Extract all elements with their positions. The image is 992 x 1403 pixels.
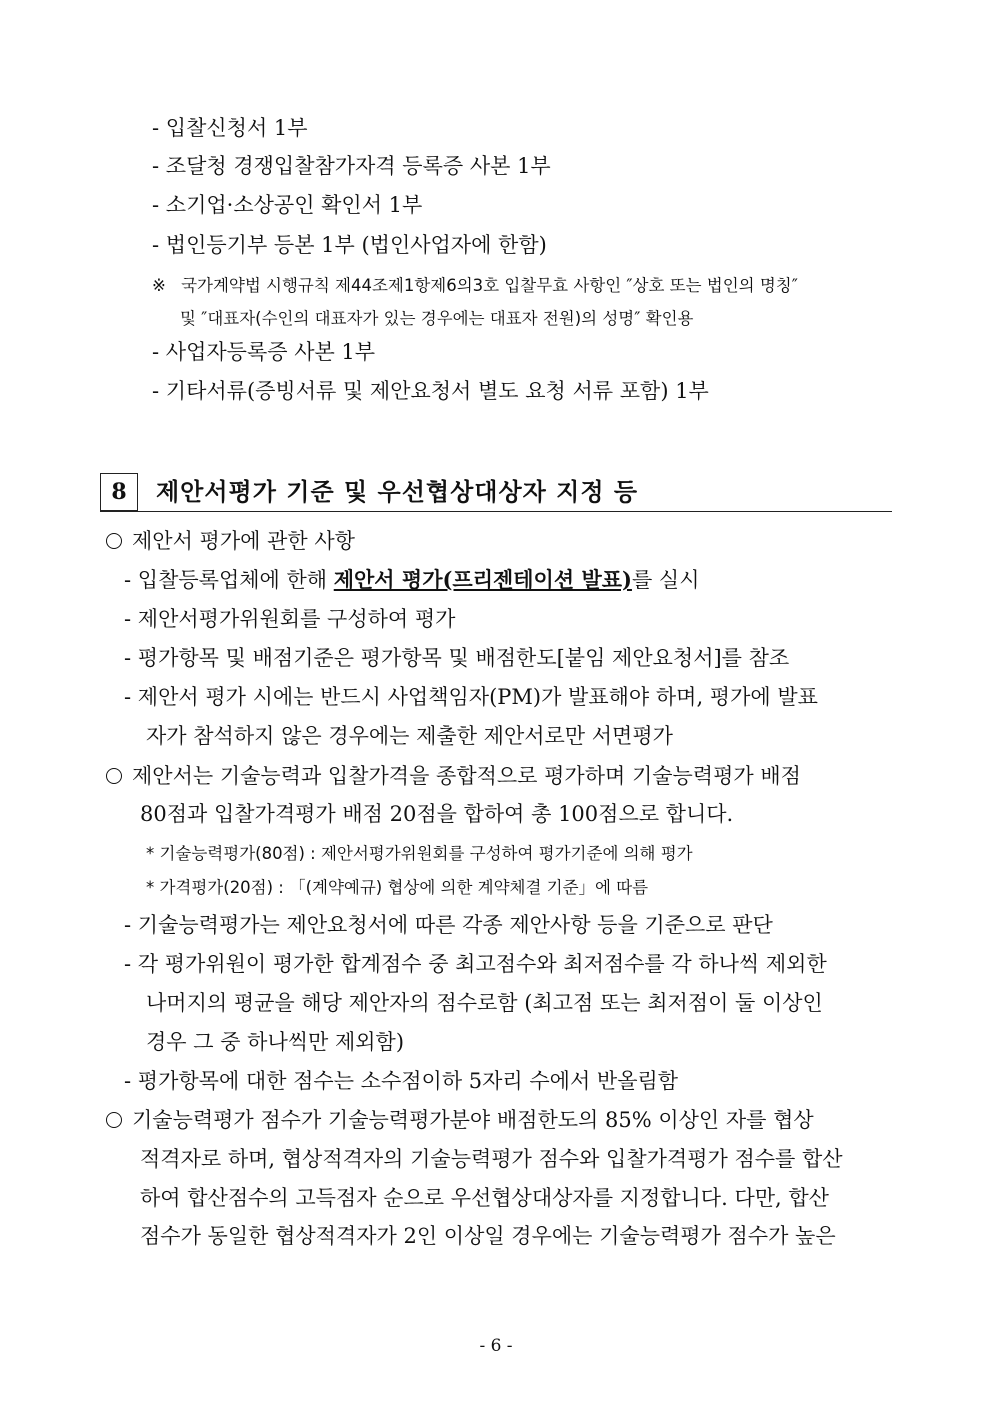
circle-item-cont: 적격자로 하며, 협상적격자의 기술능력평가 점수와 입찰가격평가 점수를 합산 bbox=[140, 1147, 843, 1171]
dash-item: - 입찰등록업체에 한해 제안서 평가(프리젠테이션 발표)를 실시 bbox=[124, 567, 700, 592]
circle-bullet-icon bbox=[106, 768, 122, 784]
list-item-text: 법인등기부 등본 1부 (법인사업자에 한함) bbox=[165, 233, 547, 257]
dash-item: - 제안서 평가 시에는 반드시 사업책임자(PM)가 발표해야 하며, 평가에 발표 bbox=[124, 685, 818, 709]
list-item-text: 소기업·소상공인 확인서 1부 bbox=[165, 193, 423, 217]
list-item-text: 사업자등록증 사본 1부 bbox=[165, 340, 376, 364]
dash-item-cont: 자가 참석하지 않은 경우에는 제출한 제안서로만 서면평가 bbox=[146, 724, 673, 748]
dash-item: - 평가항목에 대한 점수는 소수점이하 5자리 수에서 반올림함 bbox=[124, 1069, 679, 1093]
circle-bullet-icon bbox=[106, 533, 122, 549]
dash-item: - 기술능력평가는 제안요청서에 따른 각종 제안사항 등을 기준으로 판단 bbox=[124, 913, 773, 937]
dash-item: - 각 평가위원이 평가한 합계점수 중 최고점수와 최저점수를 각 하나씩 제외한 bbox=[124, 952, 827, 976]
circle-bullet-icon bbox=[106, 1112, 122, 1128]
circle-item: 제안서 평가에 관한 사항 bbox=[106, 527, 355, 555]
note-mark: ※ bbox=[152, 276, 166, 295]
circle-item-cont: 80점과 입찰가격평가 배점 20점을 합하여 총 100점으로 합니다. bbox=[140, 802, 734, 826]
dash-item-cont: 경우 그 중 하나씩만 제외함) bbox=[146, 1030, 405, 1054]
list-item-text: 조달청 경쟁입찰참가자격 등록증 사본 1부 bbox=[165, 154, 551, 178]
list-item-text: 입찰신청서 1부 bbox=[165, 116, 308, 140]
list-item-text: 기타서류(증빙서류 및 제안요청서 별도 요청 서류 포함) 1부 bbox=[165, 379, 709, 403]
circle-item-cont: 하여 합산점수의 고득점자 순으로 우선협상대상자를 지정합니다. 다만, 합산 bbox=[140, 1186, 829, 1210]
circle-item: 제안서는 기술능력과 입찰가격을 종합적으로 평가하며 기술능력평가 배점 bbox=[106, 762, 801, 790]
list-item: - 소기업·소상공인 확인서 1부 bbox=[152, 193, 423, 217]
page-number: - 6 - bbox=[479, 1336, 513, 1356]
list-item: - 입찰신청서 1부 bbox=[152, 116, 308, 140]
dash-item: - 평가항목 및 배점기준은 평가항목 및 배점한도[붙임 제안요청서]를 참조 bbox=[124, 646, 790, 670]
section-number: 8 bbox=[100, 473, 138, 511]
circle-item-cont: 점수가 동일한 협상적격자가 2인 이상일 경우에는 기술능력평가 점수가 높은 bbox=[140, 1224, 836, 1248]
section-title: 제안서평가 기준 및 우선협상대상자 지정 등 bbox=[156, 477, 639, 506]
circle-item: 기술능력평가 점수가 기술능력평가분야 배점한도의 85% 이상인 자를 협상 bbox=[106, 1106, 814, 1134]
emphasis-text: 제안서 평가(프리젠테이션 발표) bbox=[333, 567, 632, 592]
sub-note: * 기술능력평가(80점) : 제안서평가위원회를 구성하여 평가기준에 의해 평가 bbox=[146, 844, 693, 863]
note-text: 국가계약법 시행규칙 제44조제1항제6의3호 입찰무효 사항인 ″상호 또는 법인의 명칭″ bbox=[181, 276, 798, 295]
list-item: - 조달청 경쟁입찰참가자격 등록증 사본 1부 bbox=[152, 154, 551, 178]
list-item: - 사업자등록증 사본 1부 bbox=[152, 340, 376, 364]
dash-item-cont: 나머지의 평균을 해당 제안자의 점수로함 (최고점 또는 최저점이 둘 이상인 bbox=[146, 991, 823, 1015]
list-item: - 법인등기부 등본 1부 (법인사업자에 한함) bbox=[152, 233, 547, 257]
dash-item: - 제안서평가위원회를 구성하여 평가 bbox=[124, 607, 456, 631]
note-line-2: 및 ″대표자(수인의 대표자가 있는 경우에는 대표자 전원)의 성명″ 확인용 bbox=[180, 309, 694, 328]
note-line-1 bbox=[152, 272, 896, 300]
section-header bbox=[100, 473, 892, 512]
sub-note: * 가격평가(20점) : 「(계약예규) 협상에 의한 계약체결 기준」에 따름 bbox=[146, 878, 649, 897]
list-item: - 기타서류(증빙서류 및 제안요청서 별도 요청 서류 포함) 1부 bbox=[152, 379, 709, 403]
